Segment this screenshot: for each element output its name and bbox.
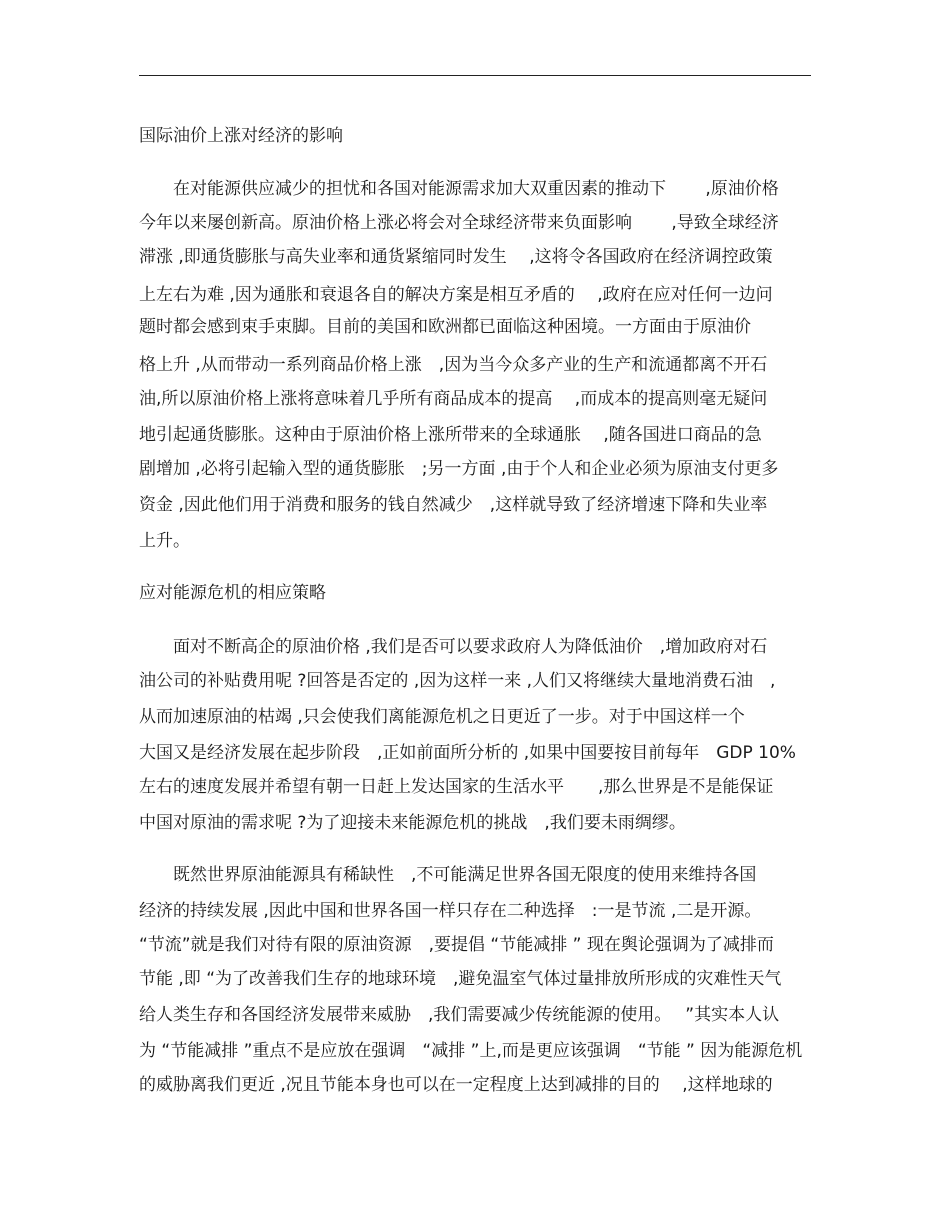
paragraph-line: 面对不断高企的原油价格 ,我们是否可以要求政府人为降低油价 ,增加政府对石 xyxy=(139,637,768,657)
paragraph-line: 油公司的补贴费用呢 ?回答是否定的 ,因为这样一来 ,人们又将继续大量地消费石油 , xyxy=(139,671,776,691)
paragraph-line: 大国又是经济发展在起步阶段 ,正如前面所分析的 ,如果中国要按目前每年 GDP 10% xyxy=(139,743,796,763)
paragraph-line: 给人类生存和各国经济发展带来威胁 ,我们需要减少传统能源的使用。 ”其实本人认 xyxy=(139,1005,780,1025)
paragraph-line: 节能 ,即 “为了改善我们生存的地球环境 ,避免温室气体过量排放所形成的灾难性天气 xyxy=(139,969,782,989)
paragraph-line: 中国对原油的需求呢 ?为了迎接未来能源危机的挑战 ,我们要未雨绸缪。 xyxy=(139,813,686,833)
paragraph-line: “节流”就是我们对待有限的原油资源 ,要提倡 “节能减排 ” 现在舆论强调为了减排而 xyxy=(139,935,774,955)
paragraph-line: 地引起通货膨胀。这种由于原油价格上涨所带来的全球通胀 ,随各国进口商品的急 xyxy=(139,425,762,445)
paragraph-line: 的威胁离我们更近 ,况且节能本身也可以在一定程度上达到减排的目的 ,这样地球的 xyxy=(139,1075,773,1095)
header-rule xyxy=(139,75,811,76)
paragraph-line: 今年以来屡创新高。原油价格上涨必将会对全球经济带来负面影响 ,导致全球经济 xyxy=(139,213,779,233)
section-heading: 国际油价上涨对经济的影响 xyxy=(139,126,343,146)
paragraph-line: 既然世界原油能源具有稀缺性 ,不可能满足世界各国无限度的使用来维持各国 xyxy=(139,865,757,885)
paragraph-line: 上升。 xyxy=(139,531,190,551)
paragraph-line: 左右的速度发展并希望有朝一日赶上发达国家的生活水平 ,那么世界是不是能保证 xyxy=(139,777,774,797)
paragraph-line: 油,所以原油价格上涨将意味着几乎所有商品成本的提高 ,而成本的提高则毫无疑问 xyxy=(139,389,768,409)
paragraph-line: 经济的持续发展 ,因此中国和世界各国一样只存在二种选择 :一是节流 ,二是开源。 xyxy=(139,901,762,921)
paragraph-line: 剧增加 ,必将引起输入型的通货膨胀 ;另一方面 ,由于个人和企业必须为原油支付更多 xyxy=(139,459,779,479)
paragraph-line: 上左右为难 ,因为通胀和衰退各自的解决方案是相互矛盾的 ,政府在应对任何一边问 xyxy=(139,285,773,305)
section-heading: 应对能源危机的相应策略 xyxy=(139,583,326,603)
paragraph-line: 为 “节能减排 ”重点不是应放在强调 “减排 ”上,而是更应该强调 “节能 ” 因为能源危机 xyxy=(139,1041,803,1061)
paragraph-line: 资金 ,因此他们用于消费和服务的钱自然减少 ,这样就导致了经济增速下降和失业率 xyxy=(139,495,768,515)
paragraph-line: 题时都会感到束手束脚。目前的美国和欧洲都已面临这种困境。一方面由于原油价 xyxy=(139,317,751,337)
paragraph-line: 从而加速原油的枯竭 ,只会使我们离能源危机之日更近了一步。对于中国这样一个 xyxy=(139,707,745,727)
paragraph-line: 格上升 ,从而带动一系列商品价格上涨 ,因为当今众多产业的生产和流通都离不开石 xyxy=(139,355,768,375)
paragraph-line: 在对能源供应减少的担忧和各国对能源需求加大双重因素的推动下 ,原油价格 xyxy=(139,179,779,199)
paragraph-line: 滞涨 ,即通货膨胀与高失业率和通货紧缩同时发生 ,这将令各国政府在经济调控政策 xyxy=(139,247,773,267)
